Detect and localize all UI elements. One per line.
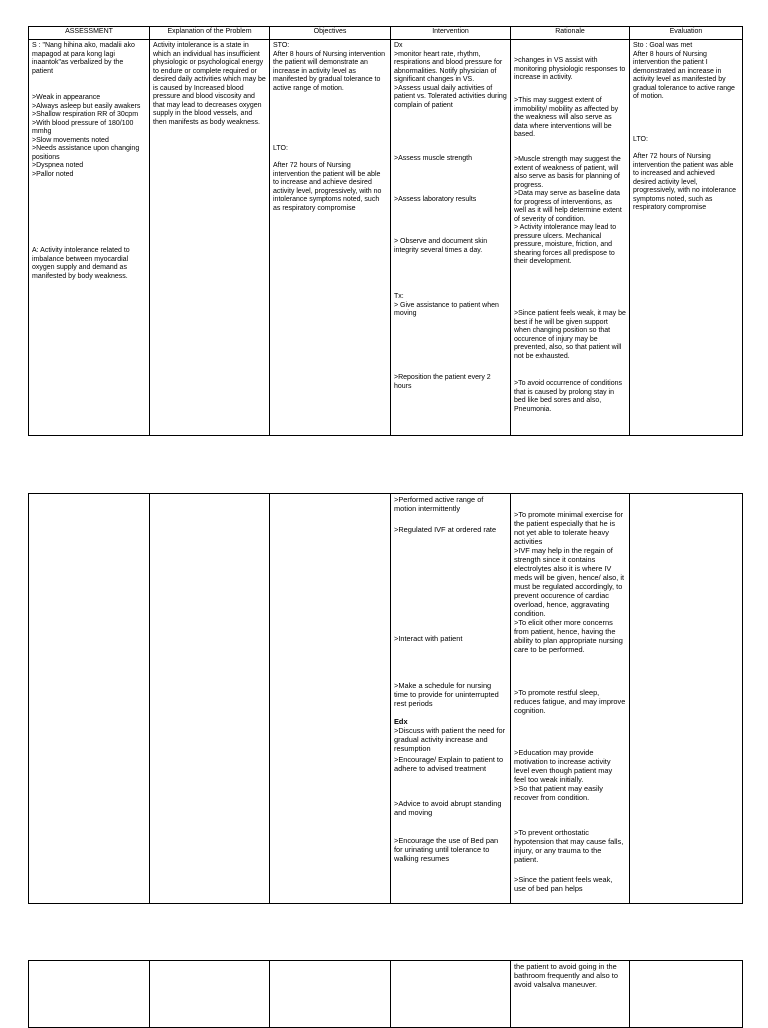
intervention-item: >Performed active range of motion intermittently <box>394 495 484 513</box>
header-evaluation: Evaluation <box>630 27 743 40</box>
explanation-cell <box>150 494 270 904</box>
rationale-item: >changes in VS assist with monitoring physiologic responses to increase in activity. <box>514 57 626 81</box>
objective-data: >Weak in appearance >Always asleep but easily awakers >Shallow respiration RR of 30cpm >With blood pressure of 180/100 mmhg >Slow movements noted >Needs assistance upon changing positions >Dyspnea noted >Pallor noted <box>32 94 141 178</box>
explanation-text: Activity intolerance is a state in which an individual has insufficient physiologic or psychological energy to endure or complete required or desired daily activities which may be is caused by Increased blood pressure and blood viscosity and that may lead to decreases oxygen supply in the blood vessels, and then manifests as body weakness. <box>153 42 266 126</box>
objectives-cell <box>270 40 391 436</box>
header-assessment: ASSESSMENT <box>29 27 150 40</box>
rationale-item: >Muscle strength may suggest the extent of weakness of patient, will also serve as basis for planning of progress. >Data may serve as baseline data for progress of interventions, as well as it will help determine extent of severity of condition. > Activity intolerance may lead to pressure ulcers. Mechanical pressure, moisture, friction, and shearing forces all predispose to their development. <box>514 156 622 265</box>
care-plan-table-page1 <box>28 26 743 436</box>
header-rationale: Rationale <box>511 27 630 40</box>
intervention-item: >Encourage the use of Bed pan for urinating until tolerance to walking resumes <box>394 836 499 863</box>
rationale-item: >Since patient feels weak, it may be best if he will be given support when changing position so that occurence of injury may be prevented, also, so that patient will not be exhausted. <box>514 310 626 360</box>
intervention-item: >Assess muscle strength <box>394 155 473 162</box>
header-explanation: Explanation of the Problem <box>150 27 270 40</box>
rationale-cell <box>511 40 630 436</box>
explanation-cell <box>150 40 270 436</box>
explanation-cell <box>150 961 270 1028</box>
rationale-item: >Education may provide motivation to increase activity level even though patient may feel too weak initially. >So that patient may easily recover from condition. <box>514 748 613 802</box>
evaluation-cell <box>630 40 743 436</box>
care-plan-table-page2 <box>28 493 743 904</box>
edx-label: Edx <box>394 717 408 726</box>
rationale-cell <box>511 494 630 904</box>
evaluation-cell <box>630 494 743 904</box>
intervention-item: >Advice to avoid abrupt standing and moving <box>394 799 502 817</box>
long-term-objective: LTO: After 72 hours of Nursing intervention the patient will be able to increase and achieve desired activity level, progressively, with no intolerance symptoms noted, such as respiratory compromise <box>273 145 382 212</box>
rationale-item: the patient to avoid going in the bathroom frequently and also to avoid valsalva maneuver. <box>514 962 618 989</box>
intervention-cell <box>391 961 511 1028</box>
table-row <box>29 40 743 436</box>
header-objectives: Objectives <box>270 27 391 40</box>
intervention-item: >Reposition the patient every 2 hours <box>394 374 491 390</box>
intervention-item: >Interact with patient <box>394 634 463 643</box>
intervention-item: >Regulated IVF at ordered rate <box>394 525 497 534</box>
rationale-item: >Since the patient feels weak, use of bed pan helps <box>514 875 613 893</box>
intervention-item: >Assess laboratory results <box>394 196 477 203</box>
intervention-cell <box>391 40 511 436</box>
subjective-data: S : "Nang hihina ako, madalii ako mapagod at para kong lagi inaantok"as verbalized by the patient <box>32 42 135 75</box>
assessment-cell <box>29 494 150 904</box>
evaluation-sto: Sto : Goal was met After 8 hours of Nursing intervention the patient I demonstrated an increase in activity level as manifested by gradual tolerance to active range of motion. <box>633 42 735 100</box>
intervention-item: Dx >monitor heart rate, rhythm, respirations and blood pressure for abnormalities. Notify physician of significant changes in VS. >Assess usual daily activities of patient vs. Tolerated activities during complain of patient <box>394 42 507 109</box>
rationale-item: >To promote minimal exercise for the patient especially that he is not yet able to tolerate heavy activities >IVF may help in the regain of strength since it contains electrolytes also it is where IV meds will be given, hence/ also, it must be regulated accordingly, to prevent occurence of cardiac overload, hence, aggravating condition. >To elicit other more concerns from patient, hence, having the ability to plan appropriate nursing care to be performed. <box>514 510 625 654</box>
table-row <box>29 961 743 1028</box>
rationale-item: >This may suggest extent of immobility/ mobility as affected by the weakness will also serve as data where interventions will be based. <box>514 97 619 138</box>
short-term-objective: STO: After 8 hours of Nursing intervention the patient will demonstrate an increase in activity level as manifested by gradual tolerance to active range of motion. <box>273 42 386 92</box>
intervention-item: Tx: > Give assistance to patient when moving <box>394 293 499 317</box>
intervention-cell <box>391 494 511 904</box>
care-plan-table-page3 <box>28 960 743 1028</box>
table-row <box>29 494 743 904</box>
rationale-item: >To avoid occurrence of conditions that is caused by prolong stay in bed like bed sores and also, Pneumonia. <box>514 380 622 413</box>
objectives-cell <box>270 494 391 904</box>
header-row <box>29 27 743 40</box>
evaluation-cell <box>630 961 743 1028</box>
intervention-item: >Encourage/ Explain to patient to adhere to advised treatment <box>394 755 504 773</box>
intervention-item: >Discuss with patient the need for gradual activity increase and resumption <box>394 726 506 753</box>
nursing-diagnosis: A: Activity intolerance related to imbalance between myocardial oxygen supply and demand as manifested by body weakness. <box>32 247 130 280</box>
rationale-item: >To prevent orthostatic hypotension that may cause falls, injury, or any trauma to the patient. <box>514 828 624 864</box>
rationale-item: >To promote restful sleep, reduces fatigue, and may improve cognition. <box>514 688 626 715</box>
header-intervention: Intervention <box>391 27 511 40</box>
evaluation-lto: LTO: After 72 hours of Nursing intervention the patient was able to increased and achieved desired activity level, progressively, with no intolerance symptoms noted, such as respiratory compromise <box>633 136 736 211</box>
intervention-item: >Make a schedule for nursing time to provide for uninterrupted rest periods <box>394 681 499 708</box>
assessment-cell <box>29 961 150 1028</box>
intervention-item: > Observe and document skin integrity several times a day. <box>394 238 488 254</box>
rationale-cell <box>511 961 630 1028</box>
assessment-cell <box>29 40 150 436</box>
objectives-cell <box>270 961 391 1028</box>
